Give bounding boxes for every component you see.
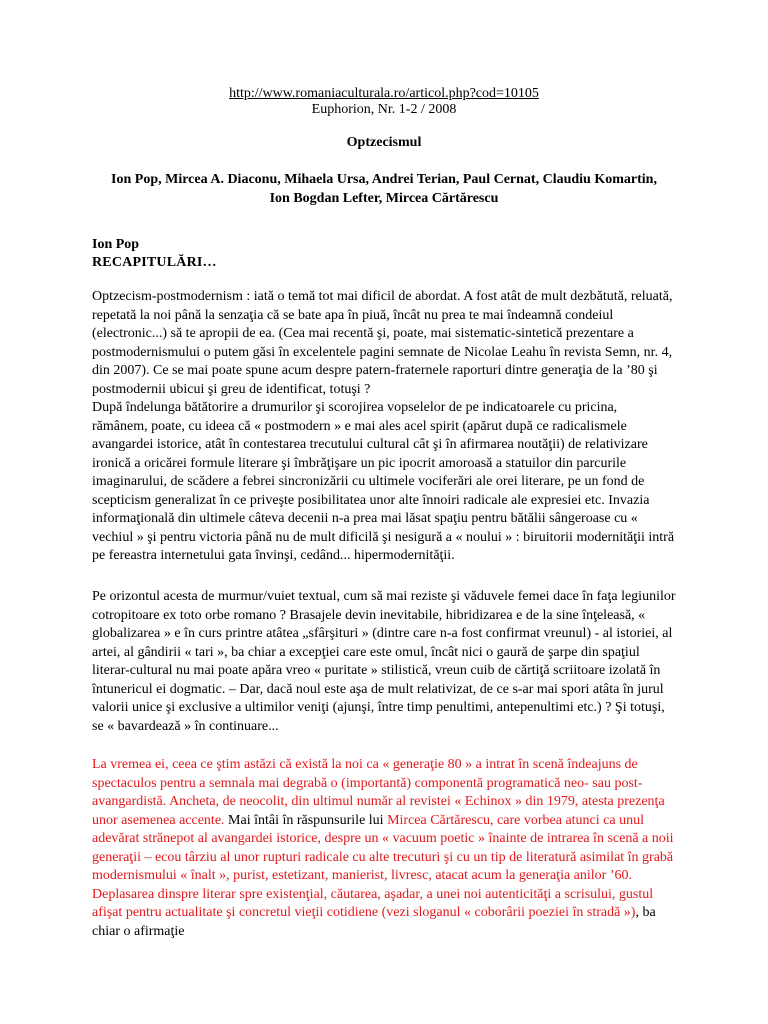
article-authors: Ion Pop, Mircea A. Diaconu, Mihaela Ursa, Andrei Terian, Paul Cernat, Claudiu Komartin, Ion Bogdan Lefter, Mircea Cărtărescu xyxy=(111,172,657,206)
publication-issue: Euphorion, Nr. 1-2 / 2008 xyxy=(311,102,457,117)
plain-text: Mai întâi în răspunsurile lui xyxy=(224,812,388,828)
section-title: RECAPITULĂRI… xyxy=(92,255,217,270)
highlighted-text: La vremea ei, ceea ce ştim astăzi că există la noi ca « generaţie 80 » a intrat în scenă îndeajuns de spectaculos pentru a semnala mai degrabă o (importantă) componentă programatică neo- sau post-avangardistă. Ancheta, de neocolit, din ultimul număr al revistei « Echinox » din 1979, atesta prezenţa unor asemenea accente. xyxy=(92,757,665,828)
section-author: Ion Pop xyxy=(92,237,140,252)
paragraph-textual-horizon: Pe orizontul acesta de murmur/vuiet textual, cum să mai reziste şi văduvele femei dace în faţa legiunilor cotropitoare ex toto orbe romano ? Brasajele devin inevitabile, hibridizarea e de la sine înţeleasă, « globalizarea » e în curs printre atâtea „sfârşituri » (dintre care n-a fost confirmat vreunul) - al istoriei, al artei, al gândirii « tari », ba chiar a excepţiei care este omul, încât nici o gaură de şarpe din spaţiul literar-cultural nu mai poate apăra vreo « puritate » stilistică, vreun cuib de cărtiţă scriitoare izolată în întunericul ei dogmatic. – Dar, dacă noul este aşa de mult relativizat, de ce s-ar mai spori atâta în jurul valorii unice şi exclusive a ultimilor veniţi (ajunşi, între timp penultimi, antepenultimi etc.) ? Şi totuşi, se « bavardează » în continuare... xyxy=(92,589,676,734)
paragraph-intro xyxy=(92,288,676,566)
article-title: Optzecismul xyxy=(346,135,422,150)
plain-text: , ba chiar o afirmaţie xyxy=(92,905,656,939)
paragraph-intro-continued: După îndelunga bătătorire a drumurilor şi scorojirea vopselelor de pe indicatoarele cu pricina, rămânem, poate, cu ideea că « postmodern » e mai ales acel spirit (apărut după ce radicalismele avangardei istorice, atât în contestarea trecutului cultural cât şi în afirmarea noutăţii) de relativizare ironică a oricărei formule literare şi îmbrăţişare un pic ipocrit amoroasă a statuilor din parcurile imaginarului, de scădere a febrei sincronizării cu ultimele vociferări ale orei literare, pe un fond de scepticism generalizat în ce priveşte posibilitatea unor alte înnoiri radicale ale expresiei etc. Invazia informaţională din ultimele câteva decenii n-a prea mai lăsat spaţiu pentru bătălii sângeroase cu « vechiul » şi pentru victoria până nu de mult dificilă şi nesigură a « noului » : biruitorii modernităţii intră pe fereastra internetului gata învinşi, cedând... hipermodernităţii. xyxy=(92,400,675,563)
source-url-link[interactable]: http://www.romaniaculturala.ro/articol.php?cod=10105 xyxy=(229,86,539,101)
paragraph-intro-text: Optzecism-postmodernism : iată o temă tot mai dificil de abordat. A fost atât de mult dezbătută, reluată, repetată la noi până la senzaţia că se bate apa în piuă, încât nu prea te mai îndeamnă condeiul (electronic...) să te apropii de ea. (Cea mai recentă şi, poate, mai sistematic-sintetică prezentare a postmodernismului o putem găsi în excelentele pagini semnate de Nicolae Leahu în revista Semn, nr. 4, din 2007). Ce se mai poate spune acum despre patern-fraternele raporturi dintre generaţia de la ’80 şi postmodernii ubicui şi greu de identificat, totuşi ? xyxy=(92,289,673,397)
highlighted-text: Mircea Cărtărescu, care vorbea atunci ca unul adevărat strănepot al avangardei istorice, despre un « vacuum poetic » înainte de intrarea în scenă a noii generaţii – ecou târziu al unor rupturi radicale cu alte trecuturi şi cu un tip de literatură asimilat în grabă modernismului « înalt », purist, estetizant, manierist, livresc, atacat acum la generaţia anilor ’60. Deplasarea dinspre literar spre existenţial, căutarea, aşadar, a unei noi autenticităţi a scrisului, gustul afişat pentru actualitate şi concretul vieţii cotidiene (vezi sloganul « coborârii poeziei în stradă ») xyxy=(92,812,674,920)
paragraph-generation-80 xyxy=(92,756,676,941)
